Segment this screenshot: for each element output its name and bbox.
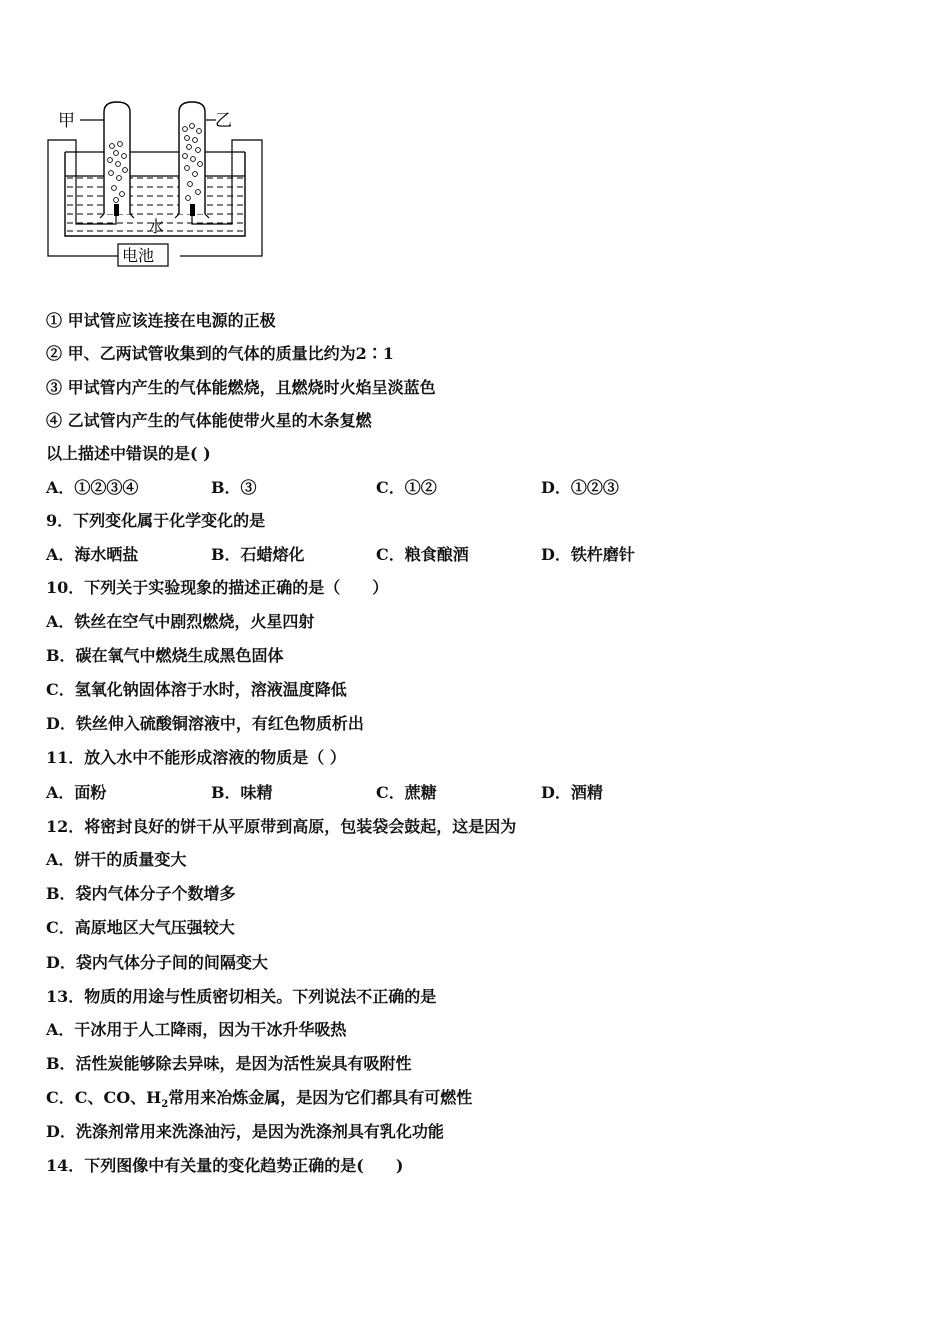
statement-3: ③ 甲试管内产生的气体能燃烧，且燃烧时火焰呈淡蓝色 <box>46 378 436 397</box>
q9-option-b: B．石蜡熔化 <box>211 545 305 564</box>
q11-option-c: C．蔗糖 <box>376 783 437 802</box>
q9-option-a: A．海水晒盐 <box>46 545 139 564</box>
q13-option-b: B．活性炭能够除去异味，是因为活性炭具有吸附性 <box>46 1054 412 1073</box>
test-tube-jia <box>104 102 130 214</box>
label-jia: 甲 <box>58 111 75 131</box>
q8-stem: 以上描述中错误的是( ) <box>46 444 211 463</box>
q14-stem: 14．下列图像中有关量的变化趋势正确的是( ) <box>46 1156 404 1175</box>
q11-option-b: B．味精 <box>211 783 273 802</box>
q9-option-d: D．铁杵磨针 <box>541 545 635 564</box>
q13-option-c-post: 常用来冶炼金属，是因为它们都具有可燃性 <box>168 1088 473 1107</box>
q13-option-c-pre: C．C、CO、H <box>46 1088 162 1107</box>
q10-option-c: C．氢氧化钠固体溶于水时，溶液温度降低 <box>46 680 347 699</box>
q11-option-a: A．面粉 <box>46 783 107 802</box>
q8-option-c: C．①② <box>376 478 437 497</box>
statement-1: ① 甲试管应该连接在电源的正极 <box>46 311 276 330</box>
q10-option-b: B．碳在氧气中燃烧生成黑色固体 <box>46 646 284 665</box>
q12-option-c: C．高原地区大气压强较大 <box>46 918 235 937</box>
q13-option-a: A．干冰用于人工降雨，因为干冰升华吸热 <box>46 1020 347 1039</box>
q8-option-a: A．①②③④ <box>46 478 139 497</box>
label-water: 水 <box>148 217 165 236</box>
statement-4: ④ 乙试管内产生的气体能使带火星的木条复燃 <box>46 411 372 430</box>
statement-2: ② 甲、乙两试管收集到的气体的质量比约为2∶1 <box>46 344 394 363</box>
q13-option-c <box>46 1088 473 1111</box>
label-yi: 乙 <box>215 111 232 131</box>
q10-stem: 10．下列关于实验现象的描述正确的是（ ） <box>46 578 389 597</box>
q9-option-c: C．粮食酿酒 <box>376 545 469 564</box>
q11-stem: 11．放入水中不能形成溶液的物质是（ ） <box>46 748 346 767</box>
q13-option-d: D．洗涤剂常用来洗涤油污，是因为洗涤剂具有乳化功能 <box>46 1122 444 1141</box>
q8-option-d: D．①②③ <box>541 478 619 497</box>
q12-option-a: A．饼干的质量变大 <box>46 850 187 869</box>
q10-option-d: D．铁丝伸入硫酸铜溶液中，有红色物质析出 <box>46 714 364 733</box>
q11-option-d: D．酒精 <box>541 783 603 802</box>
label-battery: 电池 <box>122 246 155 265</box>
q12-stem: 12．将密封良好的饼干从平原带到高原，包装袋会鼓起，这是因为 <box>46 817 517 836</box>
h2-subscript: 2 <box>161 1099 169 1111</box>
q12-option-b: B．袋内气体分子个数增多 <box>46 884 236 903</box>
q13-stem: 13．物质的用途与性质密切相关。下列说法不正确的是 <box>46 987 437 1006</box>
test-tube-yi <box>179 102 205 214</box>
q12-option-d: D．袋内气体分子间的间隔变大 <box>46 953 268 972</box>
q8-option-b: B．③ <box>211 478 257 497</box>
q10-option-a: A．铁丝在空气中剧烈燃烧，火星四射 <box>46 612 315 631</box>
q9-stem: 9．下列变化属于化学变化的是 <box>46 511 266 530</box>
electrolysis-diagram <box>40 96 275 271</box>
